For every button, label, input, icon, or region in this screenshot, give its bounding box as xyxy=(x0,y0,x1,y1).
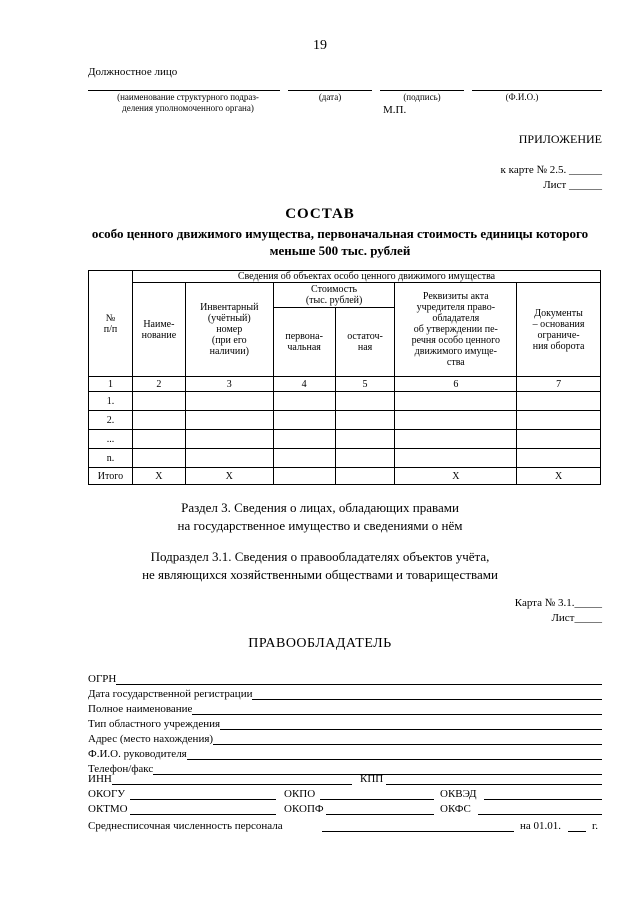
col-number: 6 xyxy=(395,377,517,392)
full-name-field[interactable] xyxy=(88,702,602,716)
appendix-card-ref xyxy=(501,163,602,193)
ogrn-field[interactable] xyxy=(88,672,602,686)
head-name-label: Ф.И.О. руководителя xyxy=(88,748,187,760)
institution-type-label: Тип областного учреждения xyxy=(88,718,221,730)
total-cell xyxy=(273,468,335,485)
total-cell: Х xyxy=(517,468,601,485)
subsection-3-1-heading: Подраздел 3.1. Сведения о правообладателях объектов учёта, не являющихся хозяйственными обществами и товариществами xyxy=(142,549,498,582)
table-row xyxy=(89,392,601,411)
total-label: Итого xyxy=(89,468,133,485)
total-row xyxy=(89,468,601,485)
total-cell: Х xyxy=(132,468,185,485)
seal-mark: М.П. xyxy=(383,104,407,116)
card-3-1-ref xyxy=(515,596,602,626)
staff-label: Среднесписочная численность персонала xyxy=(88,820,283,832)
sheet-ref: Лист_____ xyxy=(551,612,602,624)
inn-label: ИНН xyxy=(88,773,112,785)
col-number: 3 xyxy=(185,377,273,392)
col-cost-header: Стоимость (тыс. рублей) xyxy=(273,283,395,308)
name-line xyxy=(472,90,602,91)
okopf-label: ОКОПФ xyxy=(284,803,324,815)
okved-label: ОКВЭД xyxy=(440,788,477,800)
col-number: 2 xyxy=(132,377,185,392)
phone-fax-label: Телефон/факс xyxy=(88,763,154,775)
inn-field[interactable] xyxy=(112,784,352,785)
col-number: 5 xyxy=(335,377,395,392)
staff-date-suffix: г. xyxy=(592,820,599,832)
col-inventory-header: Инвентарный (учётный) номер (при его наличии) xyxy=(185,283,273,377)
caption-date: (дата) xyxy=(318,92,342,102)
section-3-heading: Раздел 3. Сведения о лицах, обладающих правами на государственное имущество и сведениями о нём xyxy=(177,500,463,533)
institution-type-field[interactable] xyxy=(88,717,602,731)
address-field[interactable] xyxy=(88,732,602,746)
col-number: 4 xyxy=(273,377,335,392)
kpp-field[interactable] xyxy=(386,784,602,785)
okfs-field[interactable] xyxy=(478,814,602,815)
staff-field[interactable] xyxy=(322,831,514,832)
caption-unit: (наименование структурного подраз- деления уполномоченного органа) xyxy=(117,92,259,113)
okfs-label: ОКФС xyxy=(440,803,471,815)
sheet-ref: Лист ______ xyxy=(543,179,602,191)
row-number: 2. xyxy=(89,411,133,430)
okpo-label: ОКПО xyxy=(284,788,316,800)
staff-year-field[interactable] xyxy=(568,831,586,832)
col-initial-header: первона- чальная xyxy=(273,308,335,377)
row-number: n. xyxy=(89,449,133,468)
unit-line xyxy=(88,90,280,91)
total-cell: Х xyxy=(185,468,273,485)
reg-date-label: Дата государственной регистрации xyxy=(88,688,253,700)
assets-table xyxy=(88,270,601,485)
reg-date-field[interactable] xyxy=(88,687,602,701)
date-line xyxy=(288,90,372,91)
okved-field[interactable] xyxy=(484,799,602,800)
okpo-field[interactable] xyxy=(320,799,434,800)
official-label: Должностное лицо xyxy=(88,66,178,78)
col-act-header: Реквизиты акта учредителя право- обладателя об утверждении пе- речня особо ценного движимого имуще- ства xyxy=(395,283,517,377)
full-name-label: Полное наименование xyxy=(88,703,193,715)
card-ref: Карта № 3.1._____ xyxy=(514,597,602,609)
col-number: 1 xyxy=(89,377,133,392)
doc-subtitle: особо ценного движимого имущества, первоначальная стоимость единицы которого меньше 500 тыс. рублей xyxy=(91,226,589,258)
total-cell: Х xyxy=(395,468,517,485)
oktmo-label: ОКТМО xyxy=(88,803,128,815)
head-name-field[interactable] xyxy=(88,747,602,761)
row-number: 1. xyxy=(89,392,133,411)
col-num-header: № п/п xyxy=(89,271,133,377)
holder-title: ПРАВООБЛАДАТЕЛЬ xyxy=(248,636,392,651)
phone-fax-field[interactable] xyxy=(88,762,602,776)
col-number: 7 xyxy=(517,377,601,392)
okopf-field[interactable] xyxy=(326,814,434,815)
signature-line xyxy=(380,90,464,91)
ogrn-label: ОГРН xyxy=(88,673,117,685)
okogu-label: ОКОГУ xyxy=(88,788,126,800)
oktmo-field[interactable] xyxy=(130,814,276,815)
okogu-field[interactable] xyxy=(130,799,276,800)
col-name-header: Наиме- нование xyxy=(132,283,185,377)
caption-name: (Ф.И.О.) xyxy=(505,92,539,102)
table-row xyxy=(89,449,601,468)
caption-signature: (подпись) xyxy=(403,92,441,102)
row-number: ... xyxy=(89,430,133,449)
table-row xyxy=(89,430,601,449)
col-docs-header: Документы – основания ограниче- ния оборота xyxy=(517,283,601,377)
group-header: Сведения об объектах особо ценного движимого имущества xyxy=(132,271,600,283)
appendix-title: ПРИЛОЖЕНИЕ xyxy=(518,132,602,146)
address-label: Адрес (место нахождения) xyxy=(88,733,214,745)
doc-title: СОСТАВ xyxy=(285,206,355,222)
total-cell xyxy=(335,468,395,485)
staff-date-prefix: на 01.01. xyxy=(520,820,562,832)
card-ref: к карте № 2.5. ______ xyxy=(500,164,602,176)
col-residual-header: остаточ- ная xyxy=(335,308,395,377)
column-numbers-row xyxy=(89,377,601,392)
kpp-label: КПП xyxy=(360,773,384,785)
page-number: 19 xyxy=(313,38,327,53)
table-row xyxy=(89,411,601,430)
